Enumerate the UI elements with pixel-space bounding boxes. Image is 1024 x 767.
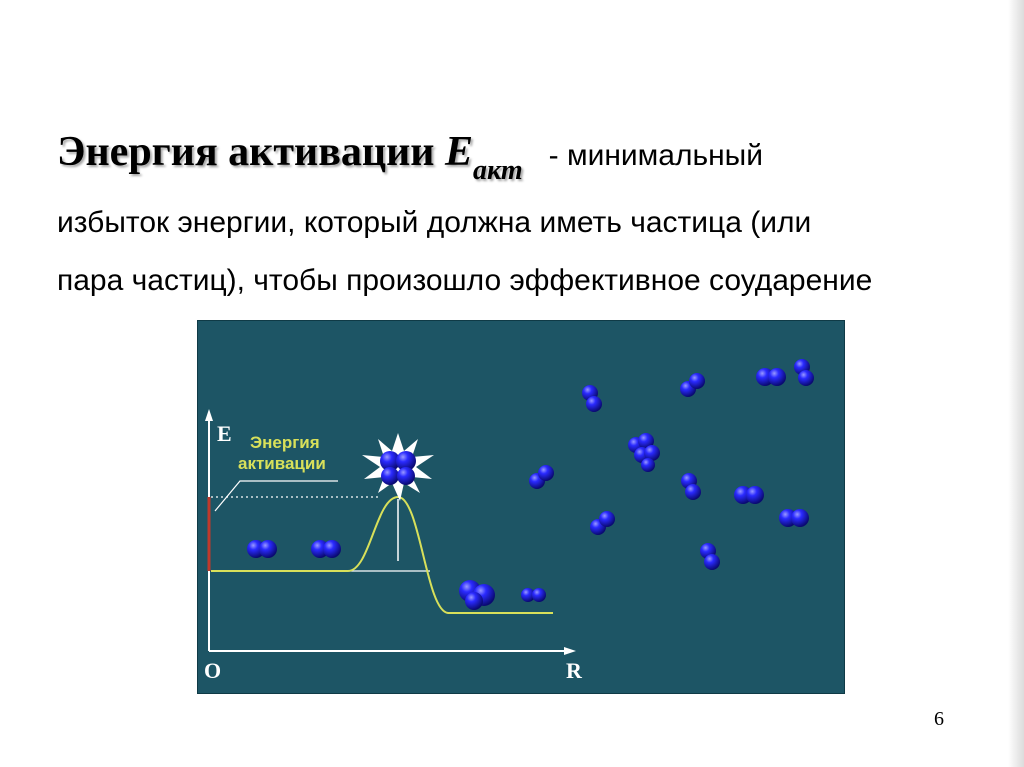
- page-number: 6: [934, 708, 944, 730]
- origin-label: O: [204, 658, 222, 683]
- title-line: [57, 128, 763, 186]
- annotation-line-2: активации: [238, 454, 326, 473]
- annotation-pointer: [215, 481, 338, 511]
- reactant-molecule-2: [311, 540, 341, 558]
- product-molecule-2: [521, 588, 546, 602]
- y-axis-label: E: [217, 421, 232, 446]
- definition-line-3: пара частиц), чтобы произошло эффективное соударение: [57, 264, 873, 297]
- starburst-icon: [362, 433, 434, 501]
- title-symbol: E: [445, 129, 474, 175]
- title-subscript: акт: [473, 155, 523, 186]
- annotation-line-1: Энергия: [250, 433, 320, 452]
- diagram-canvas: [198, 321, 844, 693]
- reactant-molecule-1: [247, 540, 277, 558]
- y-axis-arrow-icon: [205, 409, 213, 421]
- product-molecule-1: [459, 580, 495, 610]
- activation-energy-diagram: [197, 320, 845, 694]
- title-term: Энергия активации: [57, 129, 445, 175]
- scattered-molecules: [529, 359, 814, 570]
- definition-start: - минимальный: [548, 139, 763, 172]
- x-axis-arrow-icon: [564, 647, 576, 655]
- x-axis-label: R: [566, 658, 582, 683]
- slide-edge-shadow: [1008, 0, 1024, 767]
- definition-line-2: избыток энергии, который должна иметь частица (или: [57, 206, 812, 239]
